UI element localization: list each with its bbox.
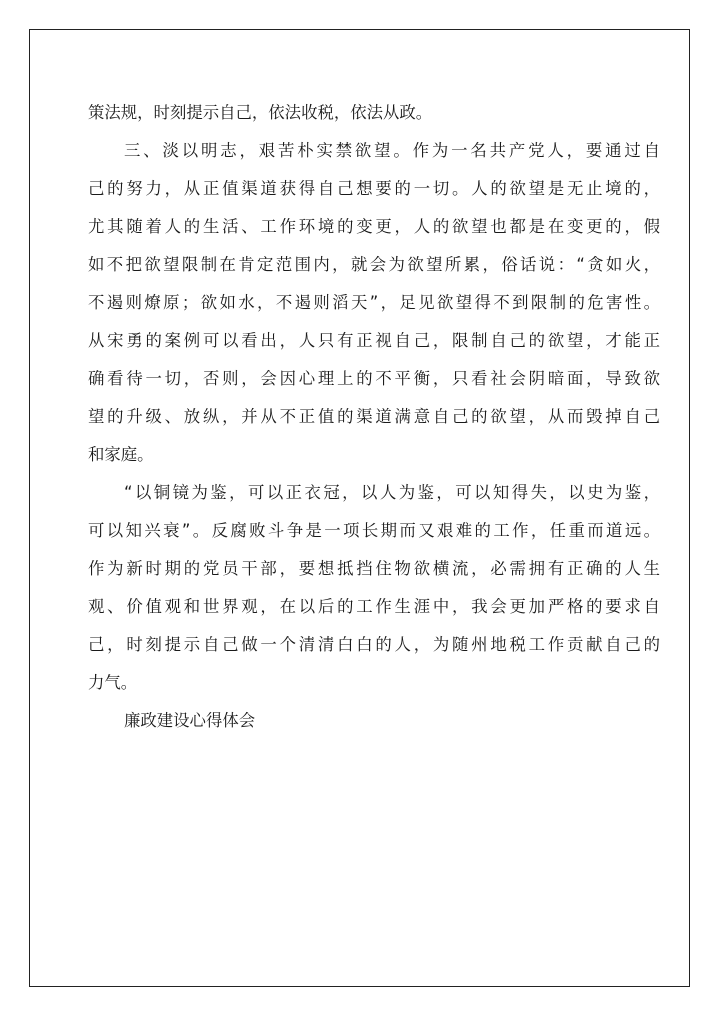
paragraph-2-line-3: 尤其随着人的生活、工作环境的变更，人的欲望也都是在变更的，假 bbox=[88, 217, 660, 236]
paragraph-2-line-9: 和家庭。 bbox=[88, 445, 154, 464]
paragraph-1-line-1: 策法规，时刻提示自己，依法收税，依法从政。 bbox=[88, 103, 433, 122]
paragraph-3-line-1: “以铜镜为鉴，可以正衣冠，以人为鉴，可以知得失，以史为鉴， bbox=[124, 483, 660, 502]
paragraph-2-line-1: 三、淡以明志，艰苦朴实禁欲望。作为一名共产党人，要通过自 bbox=[124, 141, 660, 160]
paragraph-2-line-5: 不遏则燎原；欲如水，不遏则滔天”，足见欲望得不到限制的危害性。 bbox=[88, 293, 660, 312]
paragraph-3-line-6: 力气。 bbox=[88, 673, 138, 692]
paragraph-3-line-4: 观、价值观和世界观，在以后的工作生涯中，我会更加严格的要求自 bbox=[88, 597, 660, 616]
paragraph-2-line-7: 确看待一切，否则，会因心理上的不平衡，只看社会阴暗面，导致欲 bbox=[88, 369, 660, 388]
paragraph-3-line-2: 可以知兴衰”。反腐败斗争是一项长期而又艰难的工作，任重而道远。 bbox=[88, 521, 660, 540]
document-body bbox=[88, 94, 660, 740]
paragraph-3-line-3: 作为新时期的党员干部，要想抵挡住物欲横流，必需拥有正确的人生 bbox=[88, 559, 660, 578]
paragraph-2-line-8: 望的升级、放纵，并从不正值的渠道满意自己的欲望，从而毁掉自己 bbox=[88, 407, 660, 426]
paragraph-3-line-5: 己，时刻提示自己做一个清清白白的人，为随州地税工作贡献自己的 bbox=[88, 635, 660, 654]
paragraph-2-line-6: 从宋勇的案例可以看出，人只有正视自己，限制自己的欲望，才能正 bbox=[88, 331, 660, 350]
paragraph-2-line-4: 如不把欲望限制在肯定范围内，就会为欲望所累，俗话说：“贪如火， bbox=[88, 255, 660, 274]
paragraph-2-line-2: 己的努力，从正值渠道获得自己想要的一切。人的欲望是无止境的， bbox=[88, 179, 660, 198]
closing-title: 廉政建设心得体会 bbox=[124, 711, 256, 730]
